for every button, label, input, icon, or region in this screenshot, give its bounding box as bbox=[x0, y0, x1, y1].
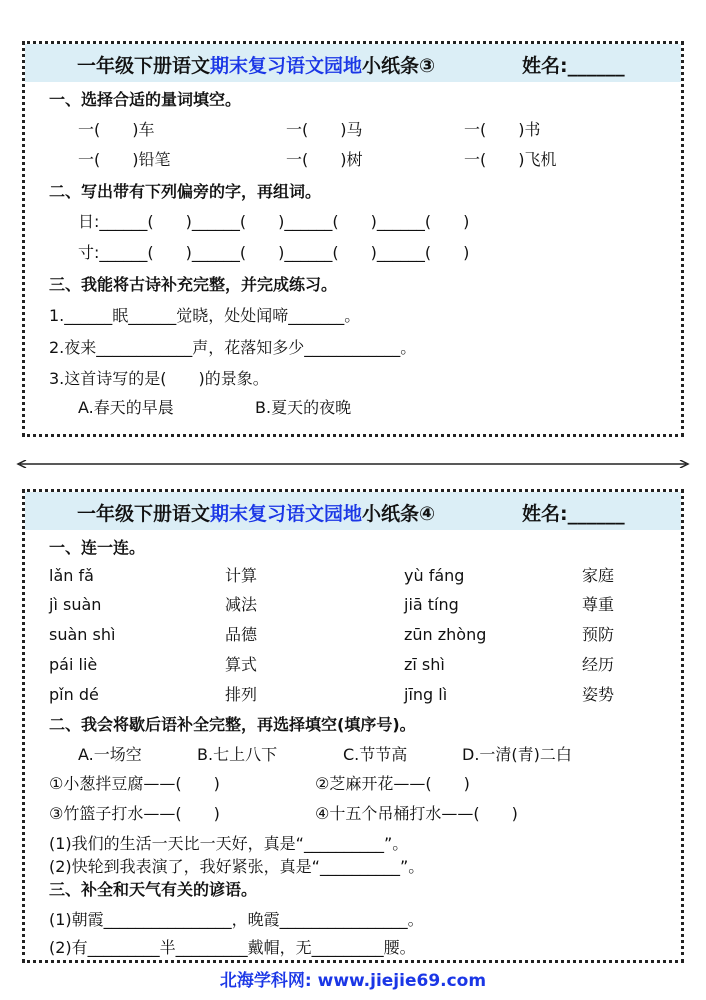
name-field-label[interactable]: 姓名:______ bbox=[522, 503, 625, 525]
word-item[interactable]: 姿势 bbox=[582, 685, 615, 704]
fill-blank-item[interactable]: 一( )马 bbox=[286, 120, 363, 139]
word-item[interactable]: 计算 bbox=[225, 566, 258, 585]
radical-row[interactable]: 日:______( )______( )______( )______( ) bbox=[78, 212, 470, 231]
pinyin-item[interactable]: jīng lì bbox=[404, 685, 448, 704]
fill-blank-item[interactable]: 一( )车 bbox=[78, 120, 155, 139]
sentence-fill[interactable]: (1)我们的生活一天比一天好，真是“__________”。 bbox=[49, 834, 409, 853]
section-heading: 二、我会将歇后语补全完整，再选择填空(填序号)。 bbox=[49, 715, 416, 734]
choice-option: B.七上八下 bbox=[197, 745, 278, 764]
choice-option: C.节节高 bbox=[343, 745, 408, 764]
pinyin-item[interactable]: pǐn dé bbox=[49, 685, 99, 704]
fill-blank-item[interactable]: 一( )飞机 bbox=[464, 150, 557, 169]
proverb-line[interactable]: (2)有_________半_________戴帽，无_________腰。 bbox=[49, 938, 416, 957]
xiehouyu-item[interactable]: ②芝麻开花——( ) bbox=[315, 774, 470, 793]
pinyin-item[interactable]: zī shì bbox=[404, 655, 445, 674]
card-header bbox=[25, 492, 681, 530]
cut-line-divider bbox=[16, 460, 690, 468]
exercise-card-4 bbox=[22, 489, 684, 963]
radical-row[interactable]: 寸:______( )______( )______( )______( ) bbox=[78, 243, 470, 262]
choice-option: D.一清(青)二白 bbox=[462, 745, 572, 764]
xiehouyu-item[interactable]: ③竹篮子打水——( ) bbox=[49, 804, 220, 823]
choice-option[interactable]: A.春天的早晨 bbox=[78, 398, 174, 417]
word-item[interactable]: 家庭 bbox=[582, 566, 615, 585]
word-item[interactable]: 排列 bbox=[225, 685, 258, 704]
pinyin-item[interactable]: suàn shì bbox=[49, 625, 116, 644]
name-field-label[interactable]: 姓名:______ bbox=[522, 55, 625, 77]
fill-blank-item[interactable]: 一( )铅笔 bbox=[78, 150, 171, 169]
xiehouyu-item[interactable]: ④十五个吊桶打水——( ) bbox=[315, 804, 518, 823]
section-heading: 一、选择合适的量词填空。 bbox=[49, 90, 242, 109]
xiehouyu-item[interactable]: ①小葱拌豆腐——( ) bbox=[49, 774, 220, 793]
sentence-fill[interactable]: (2)快轮到我表演了，我好紧张，真是“__________”。 bbox=[49, 857, 425, 876]
section-heading: 三、补全和天气有关的谚语。 bbox=[49, 880, 258, 899]
fill-blank-item[interactable]: 一( )书 bbox=[464, 120, 541, 139]
exercise-card-3 bbox=[22, 41, 684, 437]
proverb-line[interactable]: (1)朝霞________________，晚霞________________。 bbox=[49, 910, 424, 929]
poem-line[interactable]: 2.夜来____________声，花落知多少____________。 bbox=[49, 338, 417, 357]
card-header bbox=[25, 44, 681, 82]
word-item[interactable]: 减法 bbox=[225, 595, 258, 614]
pinyin-item[interactable]: jiā tíng bbox=[404, 595, 459, 614]
poem-line[interactable]: 1.______眠______觉晓，处处闻啼_______。 bbox=[49, 306, 361, 325]
footer-watermark: 北海学科网: www.jiejie69.com bbox=[219, 971, 487, 991]
word-item[interactable]: 品德 bbox=[225, 625, 258, 644]
section-heading: 一、连一连。 bbox=[49, 538, 146, 557]
question-line[interactable]: 3.这首诗写的是( )的景象。 bbox=[49, 369, 269, 388]
word-item[interactable]: 算式 bbox=[225, 655, 258, 674]
choice-option[interactable]: B.夏天的夜晚 bbox=[255, 398, 352, 417]
pinyin-item[interactable]: jì suàn bbox=[49, 595, 102, 614]
section-heading: 三、我能将古诗补充完整，并完成练习。 bbox=[49, 275, 338, 294]
pinyin-item[interactable]: zūn zhòng bbox=[404, 625, 487, 644]
card-title: 一年级下册语文期末复习语文园地小纸条④ bbox=[77, 503, 436, 525]
fill-blank-item[interactable]: 一( )树 bbox=[286, 150, 363, 169]
word-item[interactable]: 经历 bbox=[582, 655, 615, 674]
pinyin-item[interactable]: lǎn fǎ bbox=[49, 566, 94, 585]
pinyin-item[interactable]: yù fáng bbox=[404, 566, 465, 585]
choice-option: A.一场空 bbox=[78, 745, 142, 764]
word-item[interactable]: 尊重 bbox=[582, 595, 615, 614]
card-title: 一年级下册语文期末复习语文园地小纸条③ bbox=[77, 55, 436, 77]
section-heading: 二、写出带有下列偏旁的字，再组词。 bbox=[49, 182, 322, 201]
word-item[interactable]: 预防 bbox=[582, 625, 615, 644]
pinyin-item[interactable]: pái liè bbox=[49, 655, 98, 674]
